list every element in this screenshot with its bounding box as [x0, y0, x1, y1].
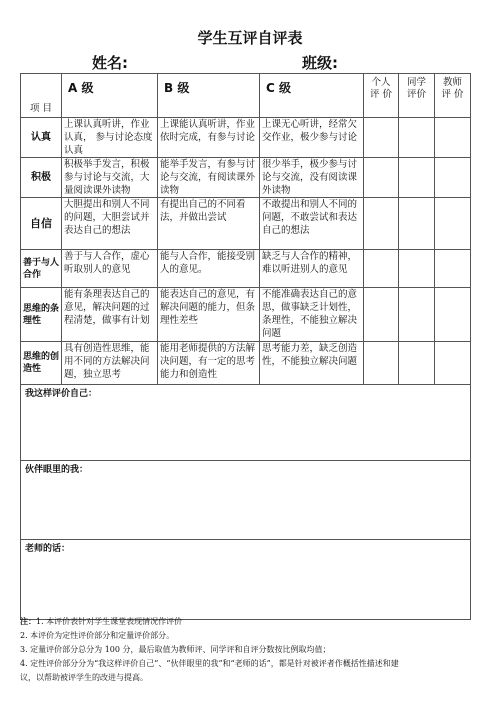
teacher-eval-label[interactable]: 老师的话：	[21, 540, 471, 620]
self-eval-section	[21, 385, 471, 461]
table-row	[21, 198, 471, 250]
self-eval-cell[interactable]	[364, 118, 399, 158]
level-b-cell: 能用老师提供的方法解决问题，有一定的思考能力和创造性	[158, 342, 260, 385]
table-row	[21, 118, 471, 158]
level-c-cell: 不能准确表达自己的意思，做事缺乏计划性，条理性，不能独立解决问题	[260, 288, 364, 342]
self-eval-cell[interactable]	[364, 198, 399, 250]
peer-eval-cell[interactable]	[399, 288, 435, 342]
level-a-cell: 具有创造性思维，能用不同的方法解决问题，独立思考	[62, 342, 158, 385]
peer-eval-header: 同学 评价	[399, 74, 435, 118]
note-prefix: 注：	[20, 617, 36, 626]
level-a-cell: 大胆提出和别人不同的问题，大胆尝试并表达自己的想法	[62, 198, 158, 250]
peer-eval-cell[interactable]	[399, 342, 435, 385]
level-b-cell: 有提出自己的不同看法，并做出尝试	[158, 198, 260, 250]
row-category: 积极	[21, 158, 62, 198]
teacher-eval-header: 教师 评 价	[435, 74, 471, 118]
level-a-header: A 级	[62, 74, 158, 118]
table-row	[21, 158, 471, 198]
table-row	[21, 250, 471, 288]
level-b-cell: 能与人合作，能接受别人的意见。	[158, 250, 260, 288]
note-line	[20, 657, 480, 671]
row-category: 思维的条理性	[21, 288, 62, 342]
table-row	[21, 342, 471, 385]
teacher-eval-cell[interactable]	[435, 158, 471, 198]
peer-eval-cell[interactable]	[399, 158, 435, 198]
teacher-eval-cell[interactable]	[435, 118, 471, 158]
self-eval-label[interactable]: 我这样评价自己：	[21, 385, 471, 461]
peer-eval-cell[interactable]	[399, 118, 435, 158]
evaluation-table	[20, 73, 471, 620]
note-line	[20, 643, 480, 657]
level-a-cell: 积极举手发言，积极参与讨论与交流，大量阅读课外读物	[62, 158, 158, 198]
level-a-cell: 能有条理表达自己的意见，解决问题的过程清楚，做事有计划	[62, 288, 158, 342]
class-label: 班级:	[302, 54, 338, 72]
level-c-cell: 很少举手，极少参与讨论与交流，没有阅读课外读物	[260, 158, 364, 198]
note-text: 1. 本评价表针对学生课堂表现情况作评价	[36, 617, 183, 626]
row-category: 思维的创造性	[21, 342, 62, 385]
header-row	[21, 74, 471, 118]
note-text: 2. 本评价为定性评价部分和定量评价部分。	[20, 631, 175, 640]
level-c-cell: 思考能力差，缺乏创造性，不能独立解决问题	[260, 342, 364, 385]
peer-eval-cell[interactable]	[399, 250, 435, 288]
level-b-cell: 上课能认真听讲，作业依时完成，有参与讨论	[158, 118, 260, 158]
level-c-header: C 级	[260, 74, 364, 118]
teacher-eval-cell[interactable]	[435, 198, 471, 250]
teacher-eval-cell[interactable]	[435, 250, 471, 288]
self-eval-cell[interactable]	[364, 158, 399, 198]
note-text: 4. 定性评价部分分为“我这样评价自己”、“伙伴眼里的我”和“老师的话”，都是针对被评者作概括性描述和建	[20, 659, 399, 668]
note-line	[20, 615, 480, 629]
peer-eval-cell[interactable]	[399, 198, 435, 250]
teacher-eval-section	[21, 540, 471, 620]
teacher-eval-cell[interactable]	[435, 288, 471, 342]
self-eval-cell[interactable]	[364, 250, 399, 288]
name-label: 姓名:	[92, 54, 128, 72]
note-line	[20, 671, 480, 685]
page-title: 学生互评自评表	[197, 29, 303, 47]
table-row	[21, 288, 471, 342]
note-text: 3. 定量评价部分总分为 100 分，最后取值为教师评、同学评和自评分数按比例取均值；	[20, 645, 331, 654]
note-line	[20, 629, 480, 643]
level-b-cell: 能举手发言，有参与讨论与交流，有阅读课外读物	[158, 158, 260, 198]
level-a-cell: 上课认真听讲，作业认真， 参与讨论态度认真	[62, 118, 158, 158]
row-category: 认真	[21, 118, 62, 158]
self-eval-header: 个人 评 价	[364, 74, 399, 118]
self-eval-cell[interactable]	[364, 342, 399, 385]
self-eval-cell[interactable]	[364, 288, 399, 342]
level-c-cell: 上课无心听讲，经常欠交作业，极少参与讨论	[260, 118, 364, 158]
teacher-eval-cell[interactable]	[435, 342, 471, 385]
level-b-header: B 级	[158, 74, 260, 118]
level-c-cell: 缺乏与人合作的精神，难以听进别人的意见	[260, 250, 364, 288]
note-text: 议，以帮助被评学生的改进与提高。	[20, 673, 148, 682]
partner-eval-section	[21, 461, 471, 540]
notes	[20, 615, 480, 685]
row-category: 善于与人合作	[21, 250, 62, 288]
row-category: 自信	[21, 198, 62, 250]
level-a-cell: 善于与人合作，虚心听取别人的意见	[62, 250, 158, 288]
item-header: 项 目	[21, 74, 62, 118]
partner-eval-label[interactable]: 伙伴眼里的我：	[21, 461, 471, 540]
level-c-cell: 不敢提出和别人不同的问题，不敢尝试和表达自己的想法	[260, 198, 364, 250]
level-b-cell: 能表达自己的意见，有解决问题的能力，但条理性差些	[158, 288, 260, 342]
